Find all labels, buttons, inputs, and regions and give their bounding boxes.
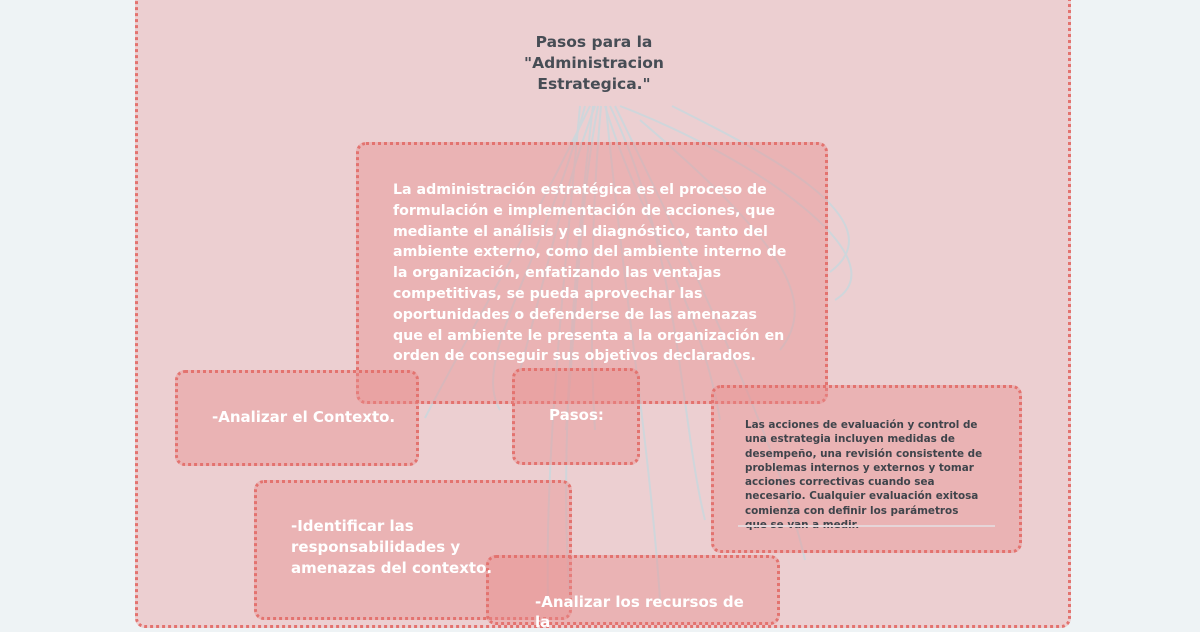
steps-label: Pasos: [549,406,604,424]
root-topic-title: Pasos para la "Administracion Estrategica." [524,33,664,93]
analyze-resources-label: -Analizar los recursos de la [535,593,744,631]
evaluation-divider [738,525,995,527]
definition-text: La administración estratégica es el proceso de formulación e implementación de acciones, que mediante el análisis y el diagnóstico, tanto del ambiente externo, como del ambiente interno de la organización, enfatizando las ventajas competitivas, se pueda aprovechar las oportunidades o defenderse de las amenazas que el ambiente le presenta a la organización en orden de conseguir sus objetivos declarados. [393,182,787,365]
evaluation-text: Las acciones de evaluación y control de una estrategia incluyen medidas de desempeño, una revisión consistente de problemas internos y externos y tomar acciones correctivas cuando sea necesario. Cualquier evaluación exitosa comienza con definir los parámetros [745,419,983,517]
analyze-context-label: -Analizar el Contexto. [212,408,396,426]
identify-responsibilities-label: -Identificar las responsabilidades y amenazas del contexto. [291,517,493,577]
